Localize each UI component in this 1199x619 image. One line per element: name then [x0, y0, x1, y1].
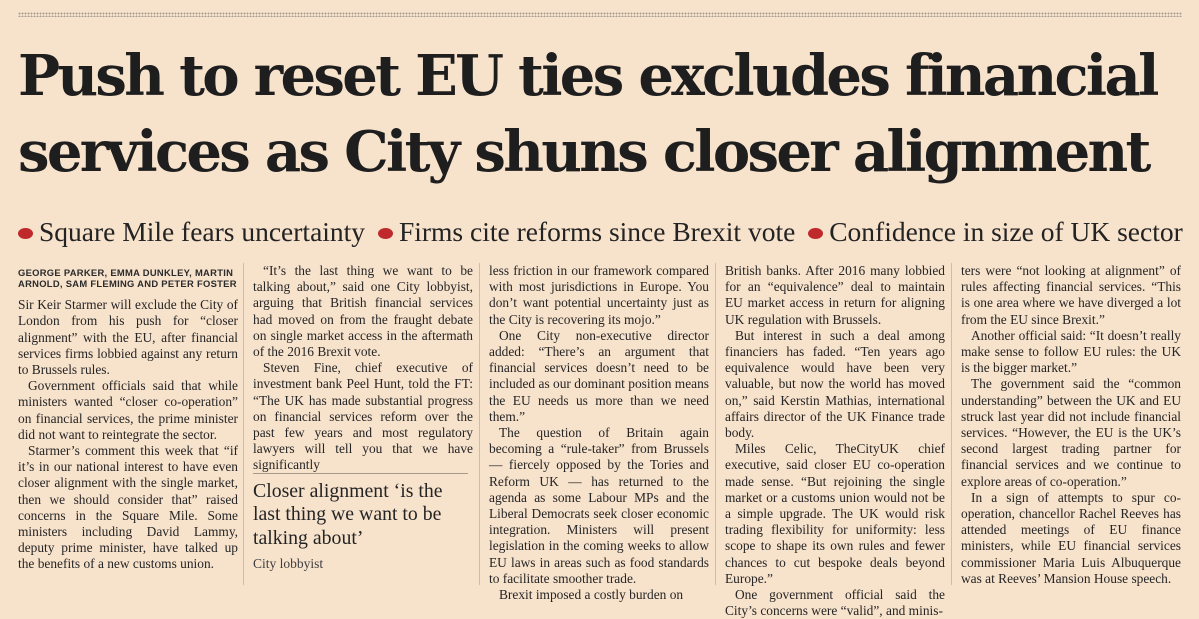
bullet-icon	[378, 228, 393, 239]
article-column-2	[253, 263, 473, 474]
column-divider	[479, 263, 480, 585]
paragraph: Sir Keir Starmer will exclude the City of London from his push for “closer alignment” with the EU, after financial services firms lobbied against any return to Brussels rules.	[18, 297, 238, 377]
column-divider	[243, 263, 244, 585]
article-column-3	[489, 263, 709, 603]
paragraph: British banks. After 2016 many lobbied for an “equivalence” deal to maintain EU market access in return for aligning UK regulation with Brussels.	[725, 263, 945, 327]
pullquote-rule	[253, 473, 468, 474]
byline: GEORGE PARKER, EMMA DUNKLEY, MARTIN ARNOLD, SAM FLEMING AND PETER FOSTER	[18, 267, 237, 289]
paragraph: Government officials said that while ministers wanted “closer co-operation” on financial services, the prime minister did not want to reintegrate the sector.	[18, 378, 238, 442]
top-dotted-rule	[18, 12, 1182, 17]
paragraph: But interest in such a deal among financiers has faded. “Ten years ago equivalence would have been very valuable, but now the world has moved on,” said Kerstin Mathias, international affairs director of the UK Finance trade body.	[725, 327, 945, 441]
paragraph: “It’s the last thing we want to be talking about,” said one City lobbyist, arguing that British financial services had moved on from the fraught debate on single market access in the aftermath of the 2016 Brexit vote.	[253, 263, 473, 360]
column-divider	[715, 263, 716, 585]
paragraph: Steven Fine, chief executive of investment bank Peel Hunt, told the FT: “The UK has made substantial progress on financial services reform over the past few years and most regulatory lawyers will tell you that we have significantly	[253, 360, 473, 473]
article-column-4	[725, 263, 945, 619]
paragraph: In a sign of attempts to spur co-operation, chancellor Rachel Reeves has attended meetings of EU finance ministers, while EU financial services commissioner Maria Luis Albuquerque was at Reeves’ Mansion House speech.	[961, 489, 1181, 586]
paragraph: Miles Celic, TheCityUK chief executive, said closer EU co-operation made sense. “But rejoining the single market or a customs union would not be a simple upgrade. The UK would risk trading flexibility for uniformity: less scope to shape its own rules and fewer chances to cut bespoke deals beyond Europe.”	[725, 441, 945, 586]
paragraph: Another official said: “It doesn’t really make sense to follow EU rules: the UK is the bigger market.”	[961, 327, 1181, 376]
paragraph: The government said the “common understanding” between the UK and EU struck last year did not include financial services. “However, the EU is the UK’s second largest trading partner for financial services and we continue to explore areas of co-operation.”	[961, 376, 1181, 489]
standfirst-item-2: Firms cite reforms since Brexit vote	[398, 216, 796, 247]
headline-line-1: Push to reset EU ties excludes financial	[18, 43, 1157, 109]
standfirst	[18, 212, 1183, 252]
pullquote: Closer alignment ‘is the last thing we want to be talking about’	[253, 480, 443, 549]
standfirst-item-1: Square Mile fears uncertainty	[39, 216, 366, 247]
paragraph: ters were “not looking at alignment” of rules affecting financial services. “This is one area where we have diverged a lot from the EU since Brexit.”	[961, 263, 1181, 327]
article-column-1	[18, 263, 238, 573]
article-column-5	[961, 263, 1181, 587]
bullet-icon	[18, 228, 33, 239]
paragraph: The question of Britain again becoming a “rule-taker” from Brussels — fiercely opposed by the Tories and Reform UK — has returned to the agenda as some Labour MPs and the Liberal Democrats seek closer economic integration. Ministers will present legislation in the coming weeks to allow EU laws in areas such as food standards to facilitate smoother trade.	[489, 425, 709, 586]
paragraph: Starmer’s comment this week that “if it’s in our national interest to have even closer alignment with the single market, then we should consider that” raised concerns in the Square Mile. Some ministers including David Lammy, deputy prime minister, have talked up the benefits of a new customs union.	[18, 443, 238, 572]
paragraph: One government official said the City’s concerns were “valid”, and minis-	[725, 587, 945, 619]
article-headline	[18, 38, 1188, 190]
standfirst-item-3: Confidence in size of UK sector	[829, 216, 1183, 247]
column-divider	[951, 263, 952, 585]
paragraph: less friction in our framework compared with most jurisdictions in Europe. You don’t want potential uncertainty just as the City is recovering its mojo.”	[489, 263, 709, 327]
headline-line-2: services as City shuns closer alignment	[18, 119, 1149, 185]
pullquote-source: City lobbyist	[253, 556, 324, 571]
bullet-icon	[808, 228, 823, 239]
paragraph: Brexit imposed a costly burden on	[499, 587, 684, 603]
paragraph: One City non-executive director added: “There’s an argument that financial services doesn’t need to be included as our dominant position means the EU needs us more than we need them.”	[489, 327, 709, 424]
